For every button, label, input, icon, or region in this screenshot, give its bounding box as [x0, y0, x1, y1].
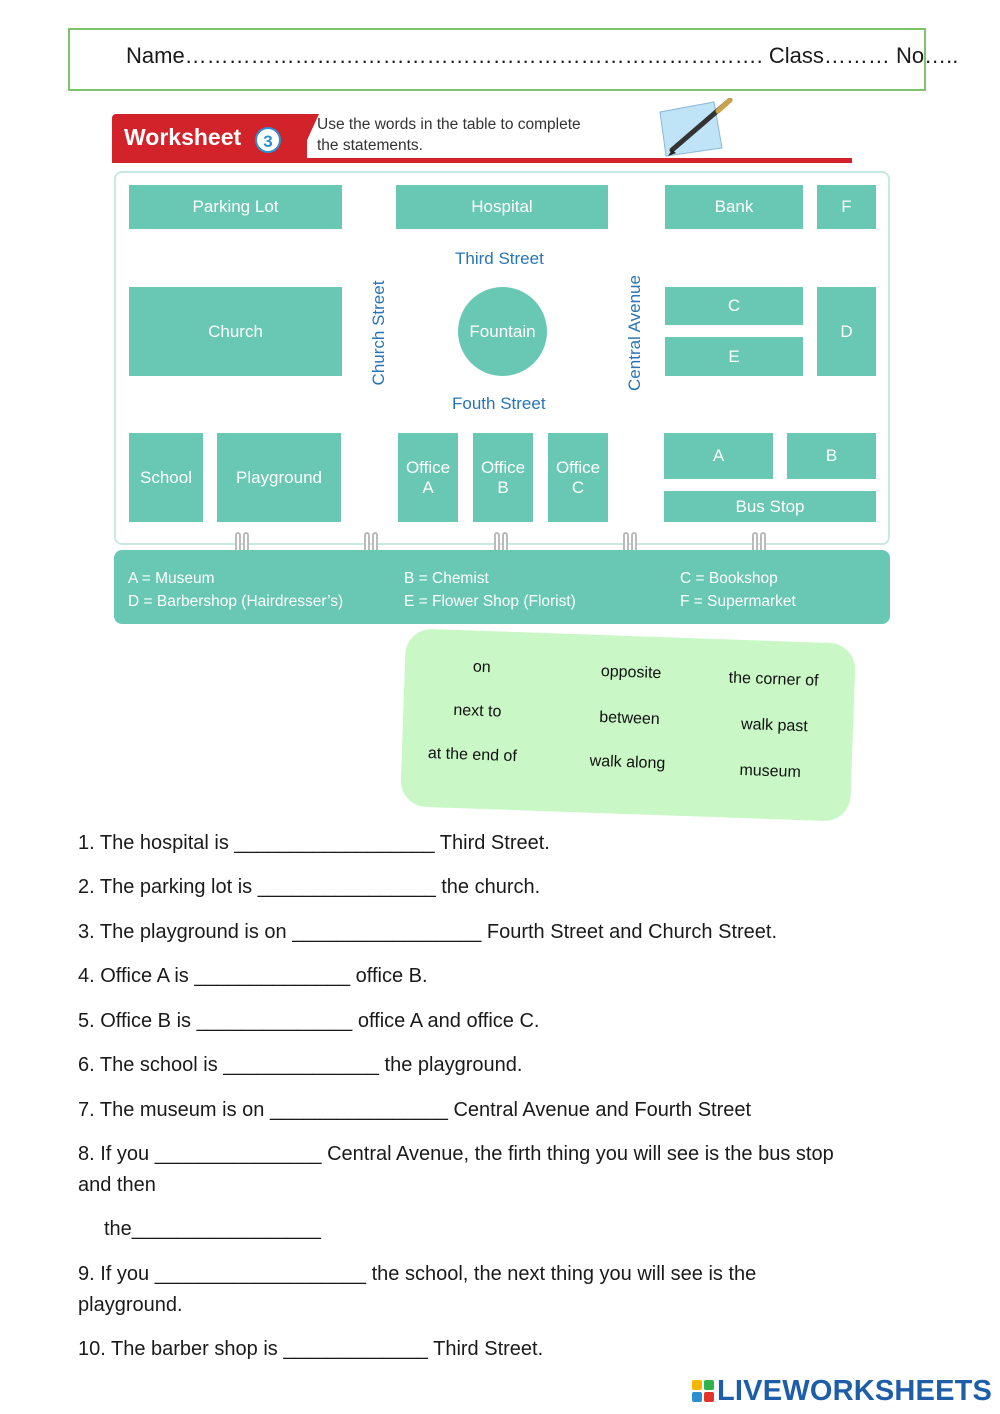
legend-a: A = Museum [128, 570, 215, 587]
question-7: 7. The museum is on ________________ Central Avenue and Fourth Street [78, 1099, 752, 1121]
church-street-label: Church Street [369, 280, 388, 386]
word-bank-item: walk past [740, 715, 809, 736]
a-block: A [664, 433, 773, 479]
word-bank-item: walk along [589, 752, 666, 773]
fourth-street-label: Fouth Street [452, 394, 546, 413]
name-class-number-box [68, 28, 959, 91]
office-b-line-1: Office [480, 457, 526, 477]
office-b-block [473, 433, 533, 522]
instruction-line-1: Use the words in the table to complete [317, 116, 581, 133]
legend-e: E = Flower Shop (Florist) [404, 593, 576, 610]
legend-d: D = Barbershop (Hairdresser’s) [128, 593, 344, 610]
question-2: 2. The parking lot is ________________ the church. [78, 876, 541, 898]
d-block: D [817, 287, 876, 376]
hospital-block: Hospital [396, 185, 608, 229]
liveworksheets-logo [692, 1374, 992, 1408]
office-c-line-1: Office [555, 457, 601, 477]
office-c-line-2: C [571, 477, 585, 497]
office-a-block [398, 433, 458, 522]
worksheet-title: Worksheet [124, 124, 242, 150]
question-9: 9. If you ___________________ the school, the next thing you will see is the [78, 1263, 757, 1285]
worksheet-tab-tail [297, 114, 319, 162]
church-block: Church [129, 287, 342, 376]
office-c-block [548, 433, 608, 522]
b-block: B [787, 433, 876, 479]
word-bank-item: at the end of [427, 745, 518, 766]
worksheet-tab [112, 114, 307, 162]
worksheet-header [112, 108, 852, 164]
liveworksheets-logo-text: LIVEWORKSHEETS [717, 1374, 993, 1407]
word-bank-item: the corner of [728, 669, 819, 690]
fountain-circle: Fountain [458, 287, 547, 376]
question-4: 4. Office A is ______________ office B. [78, 965, 428, 987]
parking-lot-block: Parking Lot [129, 185, 342, 229]
central-avenue-label: Central Avenue [625, 275, 644, 391]
legend-b: B = Chemist [404, 570, 489, 587]
office-a-line-1: Office [405, 457, 451, 477]
town-map [114, 171, 890, 545]
question-6: 6. The school is ______________ the playground. [78, 1054, 523, 1076]
office-a-line-2: A [422, 477, 434, 497]
c-block: C [665, 287, 803, 325]
question-10: 10. The barber shop is _____________ Third Street. [78, 1338, 544, 1360]
question-8-blank-line: the_________________ [104, 1218, 321, 1240]
word-bank-item: museum [739, 761, 802, 782]
school-block: School [129, 433, 203, 522]
office-b-line-2: B [497, 477, 509, 497]
f-block: F [817, 185, 876, 229]
word-bank-item: next to [453, 701, 502, 721]
legend-f: F = Supermarket [680, 593, 796, 610]
question-5: 5. Office B is ______________ office A and office C. [78, 1010, 540, 1032]
question-8-continuation: and then [78, 1174, 156, 1196]
instruction-line-2: the statements. [317, 137, 423, 154]
note-and-pen-icon [652, 98, 742, 158]
word-bank-item: between [598, 708, 661, 729]
question-8: 8. If you _______________ Central Avenue, the firth thing you will see is the bus stop [78, 1143, 834, 1165]
word-bank-item: on [472, 658, 492, 677]
map-legend [114, 550, 890, 624]
e-block: E [665, 337, 803, 376]
bus-stop-block: Bus Stop [664, 491, 876, 522]
liveworksheets-logo-icon [692, 1380, 714, 1402]
word-bank [400, 628, 856, 822]
question-9-continuation: playground. [78, 1294, 183, 1316]
worksheet-number: 3 [255, 127, 281, 153]
third-street-label: Third Street [455, 249, 544, 268]
legend-c: C = Bookshop [680, 570, 778, 587]
name-class-number-line: Name……………………………………………………………………. Class……… No….. [126, 43, 959, 68]
question-1: 1. The hospital is __________________ Third Street. [78, 832, 550, 854]
question-3: 3. The playground is on _________________ Fourth Street and Church Street. [78, 921, 778, 943]
playground-block: Playground [217, 433, 341, 522]
bank-block: Bank [665, 185, 803, 229]
word-bank-item: opposite [600, 663, 662, 683]
worksheet-instruction [317, 114, 627, 156]
